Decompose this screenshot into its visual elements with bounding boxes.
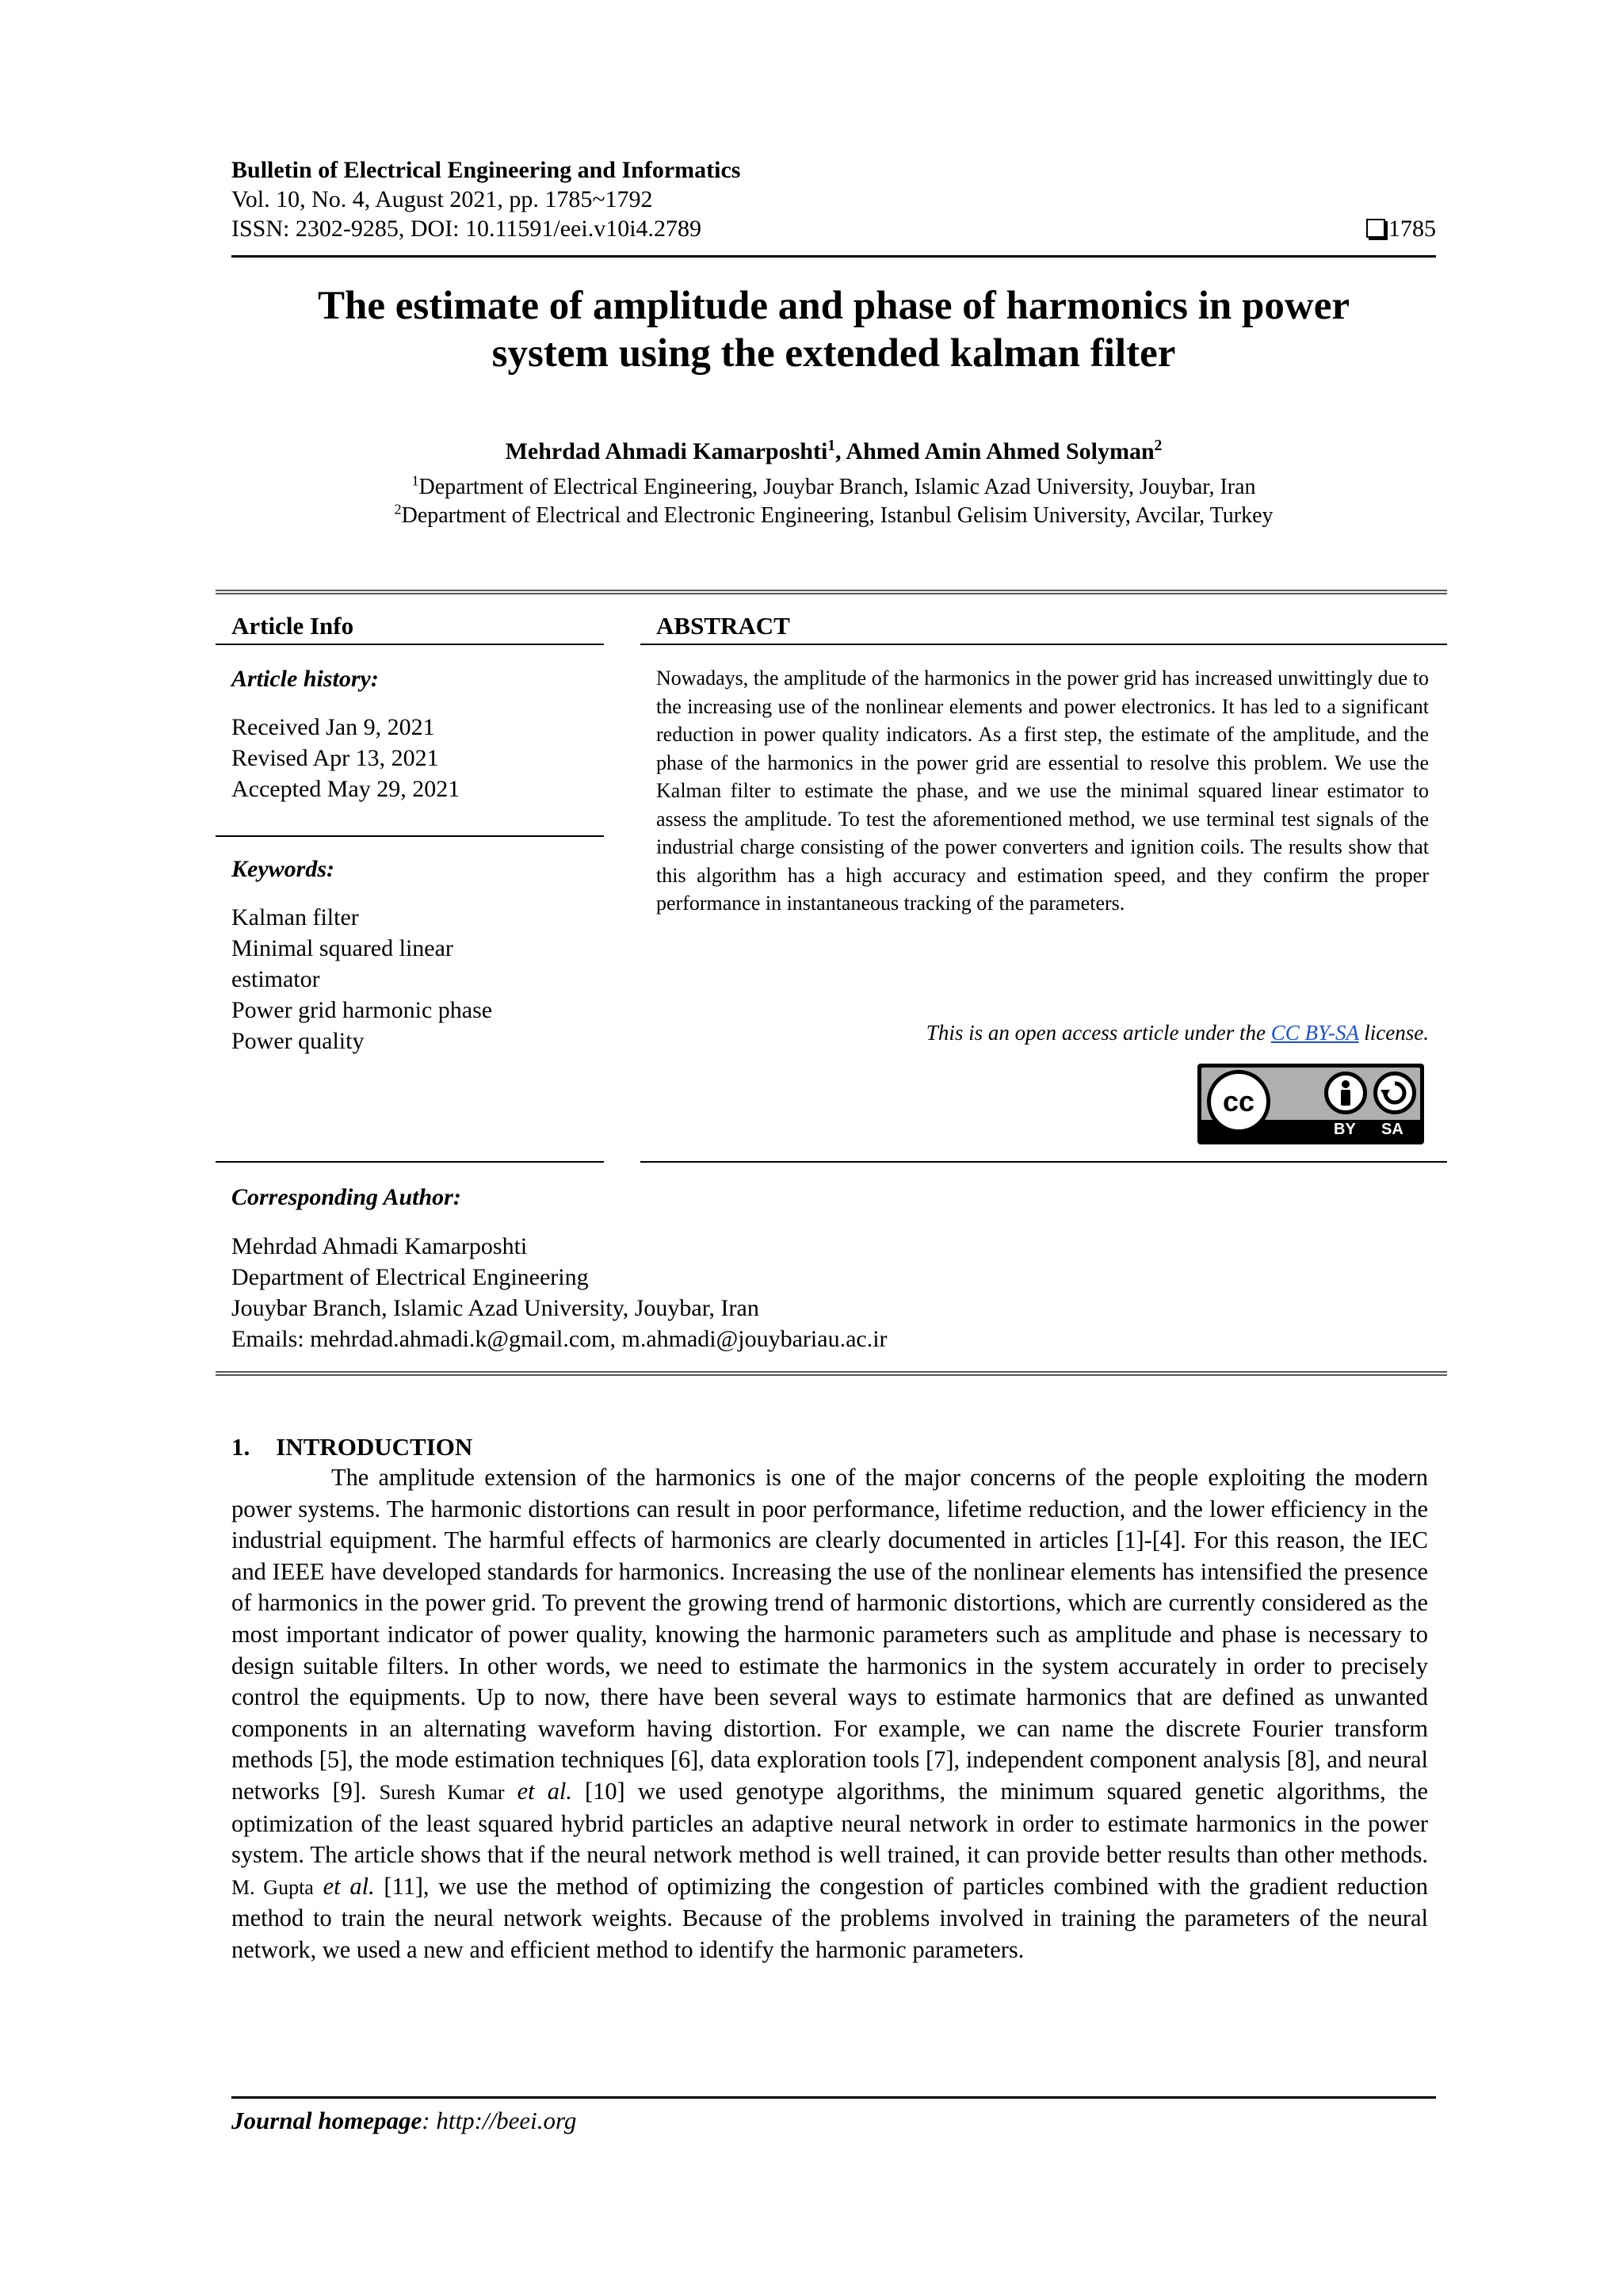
footer-rule [231, 2096, 1436, 2099]
keywords-heading: Keywords: [231, 856, 334, 882]
author-name: Mehrdad Ahmadi Kamarposhti [505, 438, 828, 464]
article-info-heading: Article Info [231, 612, 354, 640]
keyword: Power quality [231, 1028, 365, 1054]
keyword: Kalman filter [231, 904, 359, 930]
volume-info: Vol. 10, No. 4, August 2021, pp. 1785~1792 [231, 186, 653, 212]
attribution-icon [1324, 1072, 1367, 1114]
article-info-rule [216, 644, 604, 645]
journal-name: Bulletin of Electrical Engineering and Informatics [231, 157, 741, 183]
infobox-bottom-rule [216, 1371, 1447, 1376]
issn-doi: ISSN: 2302-9285, DOI: 10.11591/eei.v10i4.2789 [231, 216, 702, 242]
corresponding-emails: Emails: mehrdad.ahmadi.k@gmail.com, m.ahmadi@jouybariau.ac.ir [231, 1326, 888, 1352]
history-dates: Received Jan 9, 2021 Revised Apr 13, 2021 Accepted May 29, 2021 [231, 714, 460, 802]
introduction-paragraph: The amplitude extension of the harmonics is one of the major concerns of the people exploiting the modern power systems. The harmonic distortions can result in poor performance, lifetime reduction, and the lower efficiency in the industrial equipment. The harmful effects of harmonics are clearly documented in articles [1]-[4]. For this reason, the IEC and IEEE have developed standards for harmonics. Increasing the use of the nonlinear elements has intensified the presence of harmonics in the power grid. To prevent the growing trend of harmonic distortions, which are currently considered as the most important indicator of power quality, knowing the harmonic parameters such as amplitude and phase is necessary to design suitable filters. In other words, we need to estimate the harmonics in the system accurately in order to precisely control the equipments. Up to now, there have been several ways to estimate harmonics that are defined as unwanted components in an alternating waveform having distortion. For example, we can name the discrete Fourier transform methods [5], the mode estimation techniques [6], data exploration tools [7], independent component analysis [8], and neural networks [9]. Suresh Kumar et al. [10] we used genotype algorithms, the minimum squared genetic algorithms, the optimization of the least squared hybrid particles an adaptive neural network in order to estimate harmonics in the power system. The article shows that if the neural network method is well trained, it can provide better results than other methods. M. Gupta et al. [11], we use the method of optimizing the congestion of particles combined with the gradient reduction method to train the neural network weights. Because of the problems involved in training the parameters of the neural network, we used a new and efficient method to identify the harmonic parameters. [231, 1464, 1428, 1963]
cc-sa-label: SA [1381, 1121, 1403, 1138]
abstract-rule [640, 644, 1447, 645]
keywords-list [231, 902, 492, 1056]
author-name: Ahmed Amin Ahmed Solyman [846, 438, 1155, 464]
journal-homepage-footer: Journal homepage: http://beei.org [231, 2107, 577, 2134]
keywords-rule [216, 1161, 604, 1163]
affiliation-2: $^2$Department of Electrical and Electronic Engineering, Istanbul Gelisim University, Avcilar, Turkey [394, 501, 1274, 528]
cc-icon: cc [1207, 1070, 1270, 1133]
abstract-bottom-rule [640, 1161, 1447, 1163]
corresponding-heading: Corresponding Author: [231, 1184, 461, 1210]
abstract-text: Nowadays, the amplitude of the harmonics in the power grid has increased unwittingly due to the increasing use of the nonlinear elements and power electronics. It has led to a significant reduction in power quality indicators. As a first step, the estimate of the amplitude, and the phase of the harmonics in the power grid are essential to resolve this problem. We use the Kalman filter to estimate the phase, and we use the minimal squared linear estimator to assess the amplitude. To test the aforementioned method, we use terminal test signals of the industrial charge consisting of the power converters and ignition coils. The results show that this algorithm has a high accuracy and estimation speed, and they confirm the proper performance in instantaneous tracking of the parameters. [656, 667, 1429, 915]
homepage-link[interactable]: http://beei.org [436, 2107, 577, 2134]
keyword: estimator [231, 966, 320, 992]
history-heading: Article history: [231, 666, 379, 692]
corresponding-details: Mehrdad Ahmadi Kamarposhti Department of Electrical Engineering Jouybar Branch, Islamic Azad University, Jouybar, Iran Emails: mehrdad.ahmadi.k@gmail.com, m.ahmadi@jouybariau.ac.ir [231, 1231, 888, 1354]
cc-by-sa-link[interactable]: CC BY-SA [1270, 1021, 1359, 1045]
affiliation-1: $^1$Department of Electrical Engineering, Jouybar Branch, Islamic Azad University, Jouybar, Iran [411, 472, 1256, 499]
keyword: Power grid harmonic phase [231, 997, 493, 1023]
infobox-top-rule [216, 590, 1447, 594]
running-header [231, 155, 1436, 243]
cc-by-label: BY [1334, 1121, 1356, 1138]
page-number: 1785 [1366, 214, 1436, 243]
page-box-icon [1366, 219, 1385, 238]
cc-by-sa-badge-icon[interactable] [1197, 1064, 1424, 1144]
history-rule [216, 835, 604, 837]
section-heading-introduction: 1. INTRODUCTION [231, 1433, 473, 1461]
abstract-heading: ABSTRACT [656, 612, 790, 640]
share-alike-icon [1373, 1072, 1416, 1114]
license-statement: This is an open access article under the CC BY-SA license. [926, 1021, 1429, 1045]
header-rule [231, 255, 1436, 258]
paper-title: The estimate of amplitude and phase of harmonics in power system using the extended kalman filter [318, 284, 1350, 376]
keyword: Minimal squared linear [231, 935, 453, 961]
author-list: Mehrdad Ahmadi Kamarposhti$^1$, Ahmed Amin Ahmed Solyman$^2$ [505, 437, 1163, 464]
